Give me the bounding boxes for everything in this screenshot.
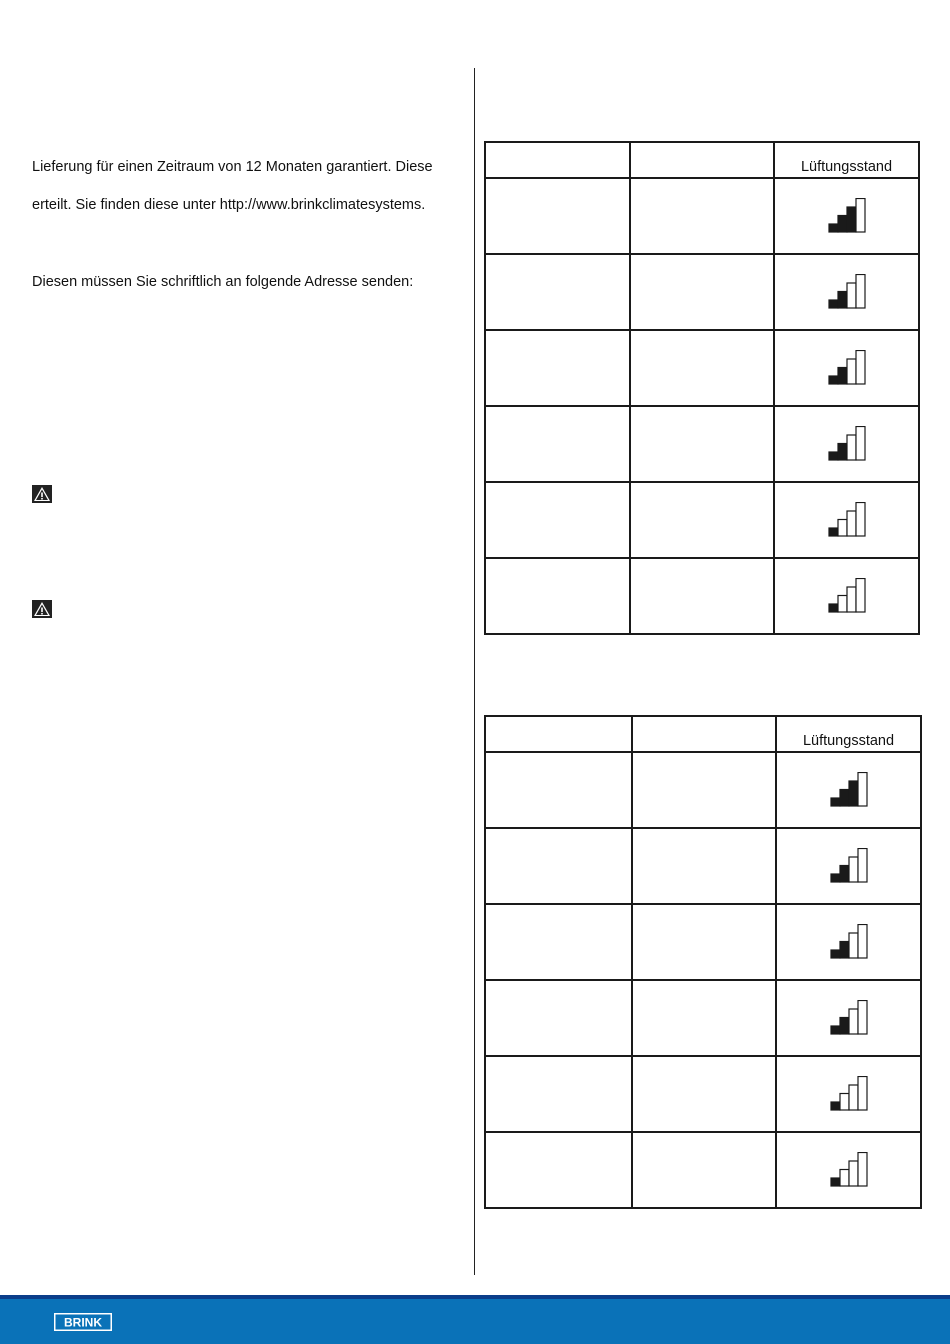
- level-bar-empty: [858, 773, 867, 807]
- level-cell: [776, 752, 921, 828]
- table-cell: [485, 1132, 632, 1208]
- ventilation-level-icon: [829, 1000, 869, 1036]
- level-cell: [776, 904, 921, 980]
- level-cell: [774, 330, 919, 406]
- table-cell: [485, 330, 630, 406]
- ventilation-level-icon: [827, 274, 867, 310]
- level-bar-filled: [840, 1018, 849, 1035]
- header-cell: [485, 716, 632, 752]
- level-bar-filled: [840, 790, 849, 807]
- table-cell: [485, 980, 632, 1056]
- level-bar-empty: [849, 1161, 858, 1186]
- table-cell: [485, 178, 630, 254]
- column-divider: [474, 68, 475, 1275]
- table-header-row: [485, 142, 919, 178]
- level-bar-empty: [856, 503, 865, 537]
- level-bar-empty: [856, 275, 865, 309]
- level-bar-filled: [849, 781, 858, 806]
- level-bar-empty: [856, 199, 865, 233]
- level-bar-filled: [831, 874, 840, 882]
- table-row: [485, 482, 919, 558]
- level-cell: [774, 558, 919, 634]
- ventilation-level-icon: [827, 426, 867, 462]
- table-row: [485, 752, 921, 828]
- table-cell: [630, 254, 774, 330]
- level-bar-filled: [838, 444, 847, 461]
- level-bar-filled: [838, 292, 847, 309]
- ventilation-level-icon: [827, 198, 867, 234]
- level-bar-empty: [856, 427, 865, 461]
- warning-icon: [32, 600, 52, 618]
- table-row: [485, 558, 919, 634]
- table-row: [485, 1056, 921, 1132]
- level-bar-filled: [831, 798, 840, 806]
- level-bar-filled: [831, 1178, 840, 1186]
- level-cell: [776, 828, 921, 904]
- footer-bar: [0, 1295, 950, 1344]
- table-row: [485, 178, 919, 254]
- level-bar-empty: [858, 925, 867, 959]
- level-cell: [776, 980, 921, 1056]
- table-cell: [630, 178, 774, 254]
- level-bar-empty: [856, 351, 865, 385]
- ventilation-level-icon: [829, 1076, 869, 1112]
- level-bar-filled: [829, 376, 838, 384]
- table-cell: [632, 1132, 776, 1208]
- level-bar-filled: [829, 452, 838, 460]
- ventilation-level-icon: [827, 502, 867, 538]
- level-bar-empty: [849, 857, 858, 882]
- level-cell: [774, 406, 919, 482]
- header-cell-ventilation-level: Lüftungsstand: [776, 716, 921, 752]
- level-bar-empty: [847, 283, 856, 308]
- table-row: [485, 828, 921, 904]
- table-cell: [485, 904, 632, 980]
- table-cell: [632, 980, 776, 1056]
- header-cell: [485, 142, 630, 178]
- table-cell: [485, 558, 630, 634]
- table-cell: [630, 482, 774, 558]
- level-bar-filled: [829, 224, 838, 232]
- level-bar-filled: [847, 207, 856, 232]
- table-cell: [485, 254, 630, 330]
- level-bar-filled: [831, 1026, 840, 1034]
- text-line-warranty: Lieferung für einen Zeitraum von 12 Monaten garantiert. Diese: [32, 159, 433, 175]
- table-cell: [632, 1056, 776, 1132]
- table-row: [485, 1132, 921, 1208]
- level-bar-filled: [829, 604, 838, 612]
- svg-text:BRINK: BRINK: [64, 1315, 102, 1330]
- level-bar-empty: [849, 1085, 858, 1110]
- level-cell: [776, 1056, 921, 1132]
- table-cell: [630, 406, 774, 482]
- warning-icon: [32, 485, 52, 503]
- ventilation-table-1: [484, 141, 920, 635]
- level-bar-empty: [858, 1077, 867, 1111]
- footer-accent-line: [0, 1295, 950, 1299]
- ventilation-level-icon: [829, 924, 869, 960]
- level-bar-filled: [840, 866, 849, 883]
- header-cell: [630, 142, 774, 178]
- table-cell: [485, 752, 632, 828]
- table-row: [485, 254, 919, 330]
- level-cell: [774, 178, 919, 254]
- level-bar-empty: [838, 520, 847, 537]
- text-line-address: Diesen müssen Sie schriftlich an folgende Adresse senden:: [32, 274, 414, 290]
- level-bar-filled: [838, 216, 847, 233]
- header-cell-ventilation-level: Lüftungsstand: [774, 142, 919, 178]
- level-bar-empty: [847, 359, 856, 384]
- table-cell: [485, 1056, 632, 1132]
- table-row: [485, 904, 921, 980]
- level-bar-filled: [831, 950, 840, 958]
- ventilation-level-icon: [829, 848, 869, 884]
- level-bar-filled: [840, 942, 849, 959]
- table-cell: [632, 828, 776, 904]
- table-row: [485, 980, 921, 1056]
- level-bar-empty: [847, 587, 856, 612]
- level-bar-empty: [858, 1001, 867, 1035]
- level-bar-filled: [829, 300, 838, 308]
- level-bar-empty: [840, 1094, 849, 1111]
- table-cell: [485, 406, 630, 482]
- table-cell: [630, 330, 774, 406]
- text-line-website: erteilt. Sie finden diese unter http://www.brinkclimatesystems.: [32, 197, 426, 213]
- ventilation-level-icon: [827, 350, 867, 386]
- level-bar-filled: [831, 1102, 840, 1110]
- level-bar-empty: [849, 933, 858, 958]
- ventilation-level-icon: [827, 578, 867, 614]
- ventilation-level-icon: [829, 772, 869, 808]
- ventilation-level-icon: [829, 1152, 869, 1188]
- level-bar-empty: [838, 596, 847, 613]
- level-bar-empty: [856, 579, 865, 613]
- table-cell: [632, 752, 776, 828]
- brink-logo: [54, 1313, 112, 1331]
- level-cell: [774, 254, 919, 330]
- table-cell: [632, 904, 776, 980]
- level-bar-empty: [847, 435, 856, 460]
- table-header-row: [485, 716, 921, 752]
- table-row: [485, 330, 919, 406]
- level-bar-empty: [858, 1153, 867, 1187]
- level-cell: [776, 1132, 921, 1208]
- level-bar-filled: [838, 368, 847, 385]
- level-bar-empty: [849, 1009, 858, 1034]
- level-bar-filled: [829, 528, 838, 536]
- level-bar-empty: [858, 849, 867, 883]
- ventilation-table-2: [484, 715, 922, 1209]
- level-cell: [774, 482, 919, 558]
- level-bar-empty: [847, 511, 856, 536]
- table-row: [485, 406, 919, 482]
- level-bar-empty: [840, 1170, 849, 1187]
- table-cell: [630, 558, 774, 634]
- table-cell: [485, 828, 632, 904]
- header-cell: [632, 716, 776, 752]
- table-cell: [485, 482, 630, 558]
